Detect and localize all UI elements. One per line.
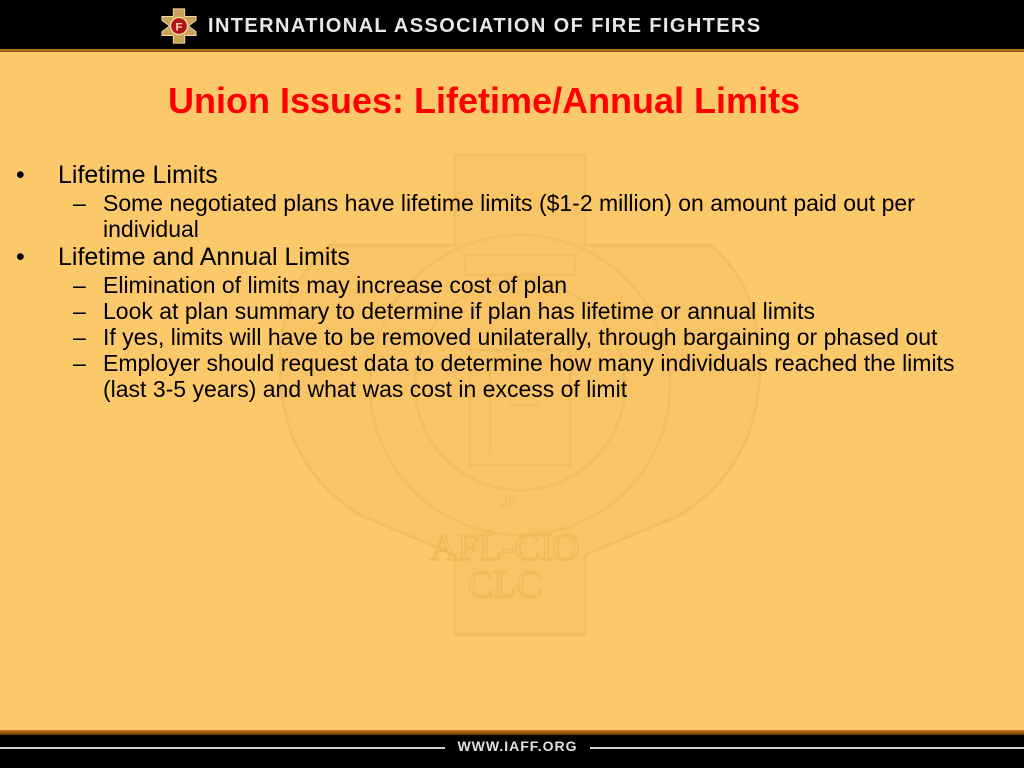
watermark-text-2: CLC	[468, 564, 542, 606]
bullet-dot-icon: •	[16, 243, 25, 271]
sub-bullet-item	[73, 272, 1003, 298]
header-brand	[160, 6, 762, 46]
sub-bullet-text: Look at plan summary to determine if plan has lifetime or annual limits	[103, 298, 816, 324]
bullet-text: Lifetime and Annual Limits	[58, 243, 350, 271]
header-bar	[0, 0, 1024, 52]
dash-icon: –	[73, 298, 86, 324]
watermark-text-1: AFL-CIO	[430, 527, 580, 569]
dash-icon: –	[73, 324, 86, 350]
footer-rule-left	[0, 747, 445, 749]
dash-icon: –	[73, 272, 86, 298]
footer-stripe	[0, 730, 1024, 735]
bullet-dot-icon: •	[16, 161, 25, 189]
sub-bullet-text: Employer should request data to determine how many individuals reached the limits (last 3-5 years) and what was cost in excess of limit	[103, 350, 955, 402]
bullet-text: Lifetime Limits	[58, 161, 218, 189]
sub-bullet-item	[73, 350, 1003, 402]
slide-title: Union Issues: Lifetime/Annual Limits	[168, 80, 801, 121]
slide-body	[0, 160, 1024, 402]
sub-bullet-text: If yes, limits will have to be removed unilaterally, through bargaining or phased out	[103, 324, 938, 350]
footer-bar	[0, 730, 1024, 768]
svg-text:F: F	[175, 21, 183, 34]
sub-bullet-item	[73, 324, 1003, 350]
bullet-item	[16, 160, 1024, 190]
organization-name: INTERNATIONAL ASSOCIATION OF FIRE FIGHTERS	[208, 14, 762, 37]
iaff-emblem-icon	[160, 7, 198, 45]
watermark-number: 26	[500, 494, 516, 511]
header-stripe	[0, 49, 1024, 52]
bullet-item	[16, 242, 1024, 272]
sub-bullet-text: Some negotiated plans have lifetime limits ($1-2 million) on amount paid out per individual	[103, 190, 915, 242]
dash-icon: –	[73, 350, 86, 376]
footer-url: WWW.IAFF.ORG	[457, 738, 578, 754]
sub-bullet-item	[73, 190, 1003, 242]
dash-icon: –	[73, 190, 86, 216]
sub-bullet-text: Elimination of limits may increase cost of plan	[103, 272, 568, 298]
footer-rule-right	[590, 747, 1024, 749]
sub-bullet-item	[73, 298, 1003, 324]
